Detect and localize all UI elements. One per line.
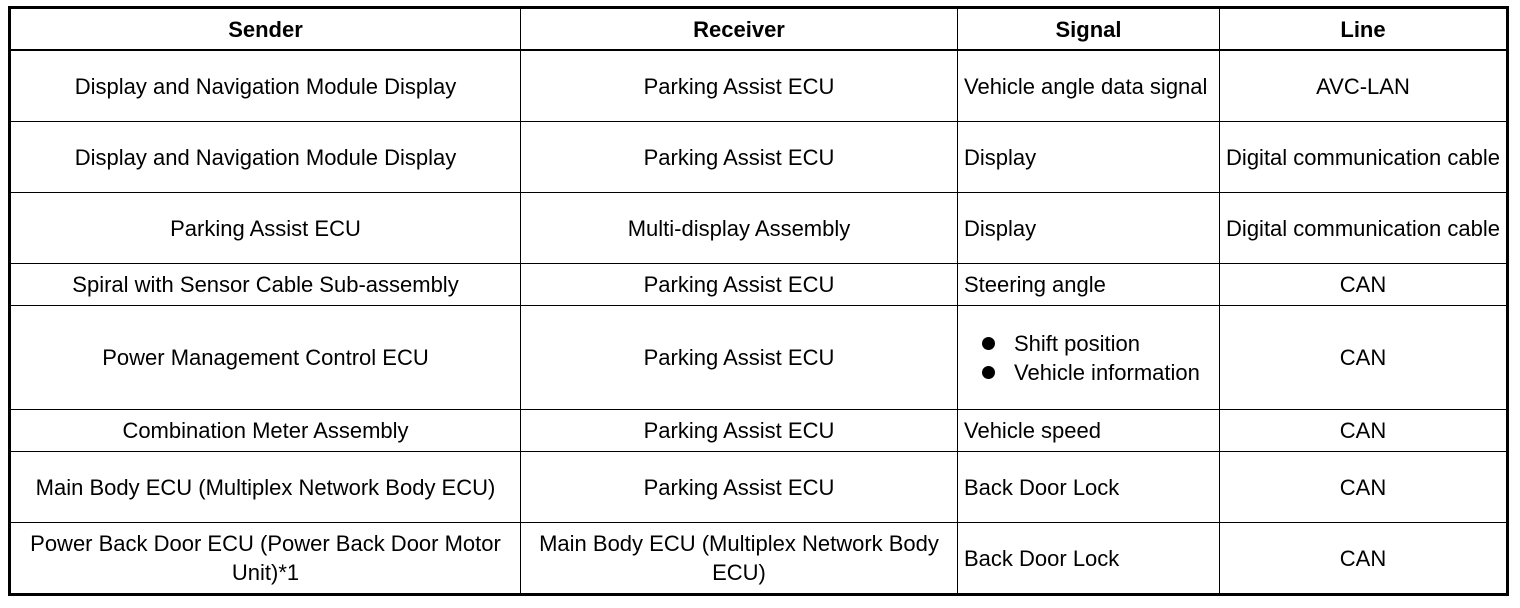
cell-line: AVC-LAN bbox=[1220, 50, 1508, 122]
table-row bbox=[10, 264, 1508, 306]
list-item bbox=[964, 358, 1213, 387]
cell-receiver: Parking Assist ECU bbox=[521, 410, 958, 452]
communication-table bbox=[8, 6, 1509, 596]
cell-signal: Display bbox=[958, 122, 1220, 193]
cell-sender: Power Back Door ECU (Power Back Door Motor Unit)*1 bbox=[10, 523, 521, 595]
cell-line: CAN bbox=[1220, 264, 1508, 306]
cell-signal: Back Door Lock bbox=[958, 452, 1220, 523]
cell-receiver: Parking Assist ECU bbox=[521, 306, 958, 410]
header-sender: Sender bbox=[10, 8, 521, 51]
cell-sender: Combination Meter Assembly bbox=[10, 410, 521, 452]
cell-line: CAN bbox=[1220, 306, 1508, 410]
header-receiver: Receiver bbox=[521, 8, 958, 51]
cell-receiver: Multi-display Assembly bbox=[521, 193, 958, 264]
header-row bbox=[10, 8, 1508, 51]
cell-line: Digital communication cable bbox=[1220, 122, 1508, 193]
table-row bbox=[10, 523, 1508, 595]
table-row bbox=[10, 452, 1508, 523]
bullet-icon bbox=[982, 366, 995, 379]
header-signal: Signal bbox=[958, 8, 1220, 51]
cell-receiver: Parking Assist ECU bbox=[521, 264, 958, 306]
cell-sender: Parking Assist ECU bbox=[10, 193, 521, 264]
cell-signal bbox=[958, 306, 1220, 410]
cell-signal: Vehicle angle data signal bbox=[958, 50, 1220, 122]
cell-receiver: Parking Assist ECU bbox=[521, 452, 958, 523]
cell-receiver: Parking Assist ECU bbox=[521, 50, 958, 122]
cell-signal: Back Door Lock bbox=[958, 523, 1220, 595]
cell-signal: Steering angle bbox=[958, 264, 1220, 306]
cell-sender: Display and Navigation Module Display bbox=[10, 50, 521, 122]
table-row bbox=[10, 50, 1508, 122]
table-row bbox=[10, 410, 1508, 452]
signal-item-label: Vehicle information bbox=[1014, 359, 1200, 385]
bullet-icon bbox=[982, 337, 995, 350]
cell-line: CAN bbox=[1220, 452, 1508, 523]
cell-sender: Spiral with Sensor Cable Sub-assembly bbox=[10, 264, 521, 306]
cell-line: Digital communication cable bbox=[1220, 193, 1508, 264]
table-row bbox=[10, 193, 1508, 264]
signal-bullet-list bbox=[964, 329, 1213, 387]
cell-line: CAN bbox=[1220, 410, 1508, 452]
cell-sender: Main Body ECU (Multiplex Network Body ECU) bbox=[10, 452, 521, 523]
header-line: Line bbox=[1220, 8, 1508, 51]
cell-signal: Display bbox=[958, 193, 1220, 264]
cell-sender: Power Management Control ECU bbox=[10, 306, 521, 410]
signal-item-label: Shift position bbox=[1014, 330, 1140, 356]
cell-signal: Vehicle speed bbox=[958, 410, 1220, 452]
cell-receiver: Parking Assist ECU bbox=[521, 122, 958, 193]
table-row bbox=[10, 122, 1508, 193]
list-item bbox=[964, 329, 1213, 358]
cell-sender: Display and Navigation Module Display bbox=[10, 122, 521, 193]
cell-receiver: Main Body ECU (Multiplex Network Body ECU) bbox=[521, 523, 958, 595]
table-row bbox=[10, 306, 1508, 410]
cell-line: CAN bbox=[1220, 523, 1508, 595]
